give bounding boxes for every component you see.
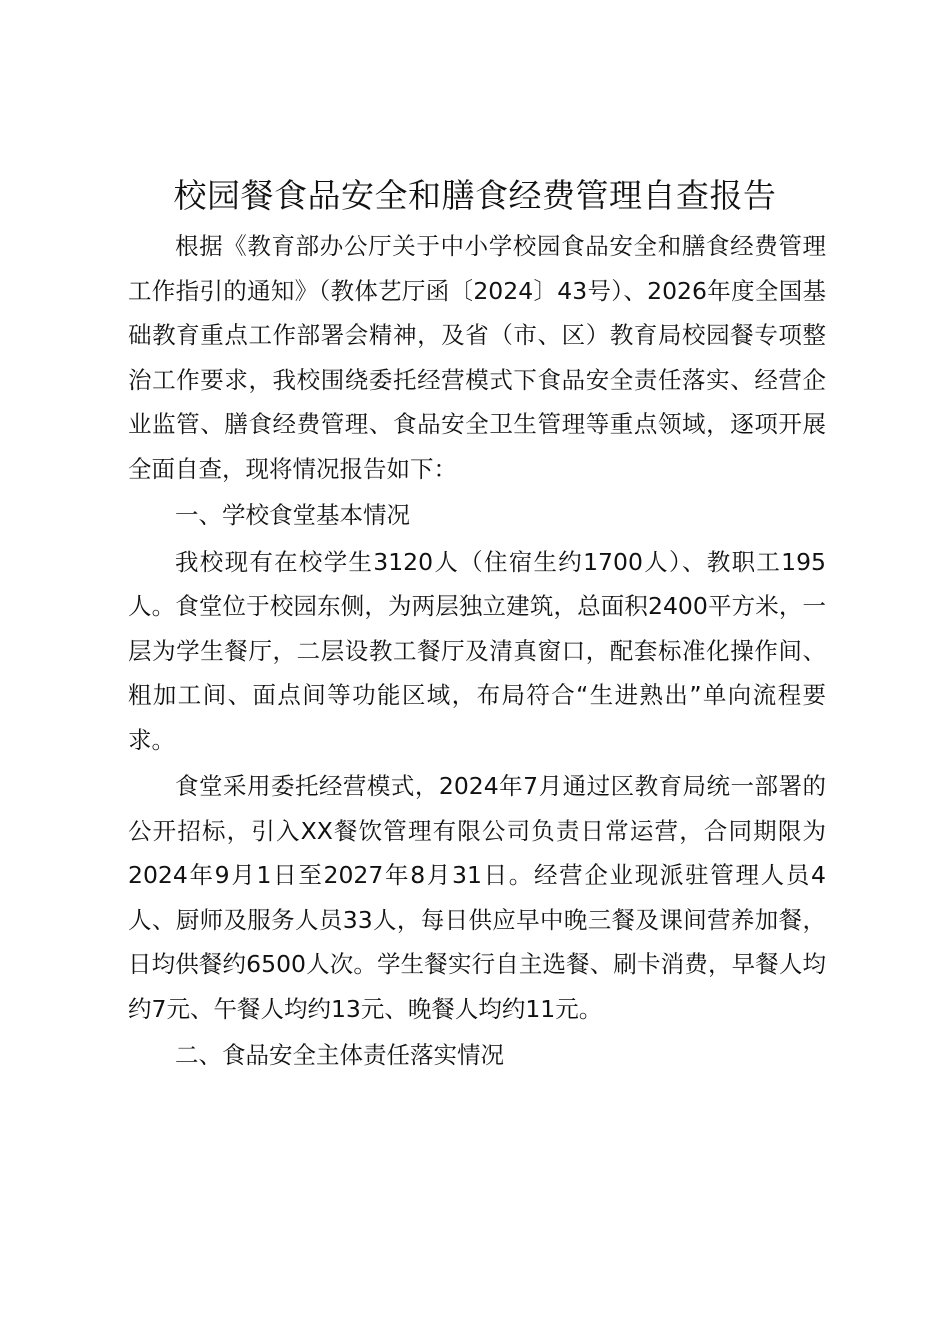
paragraph-operation-mode: 食堂采用委托经营模式，2024年7月通过区教育局统一部署的公开招标，引入XX餐饮管理有限公司负责日常运营，合同期限为2024年9月1日至2027年8月31日。经营企业现派驻管理人员4人、厨师及服务人员33人，每日供应早中晚三餐及课间营养加餐，日均供餐约6500人次。学生餐实行自主选餐、刷卡消费，早餐人均约7元、午餐人均约13元、晚餐人均约11元。 xyxy=(128,772,826,1023)
paragraph-canteen-overview: 我校现有在校学生3120人（住宿生约1700人）、教职工195人。食堂位于校园东侧，为两层独立建筑，总面积2400平方米，一层为学生餐厅，二层设教工餐厅及清真窗口，配套标准化操作间、粗加工间、面点间等功能区域，布局符合“生进熟出”单向流程要求。 xyxy=(128,547,826,754)
document-body xyxy=(128,224,826,1078)
section-heading-1: 一、学校食堂基本情况 xyxy=(175,501,410,529)
paragraph-intro: 根据《教育部办公厅关于中小学校园食品安全和膳食经费管理工作指引的通知》（教体艺厅函〔2024〕43号）、2026年度全国基础教育重点工作部署会精神，及省（市、区）教育局校园餐专项整治工作要求，我校围绕委托经营模式下食品安全责任落实、经营企业监管、膳食经费管理、食品安全卫生管理等重点领域，逐项开展全面自查，现将情况报告如下： xyxy=(128,232,826,483)
document-title: 校园餐食品安全和膳食经费管理自查报告 xyxy=(173,176,777,215)
section-heading-2: 二、食品安全主体责任落实情况 xyxy=(175,1041,504,1069)
